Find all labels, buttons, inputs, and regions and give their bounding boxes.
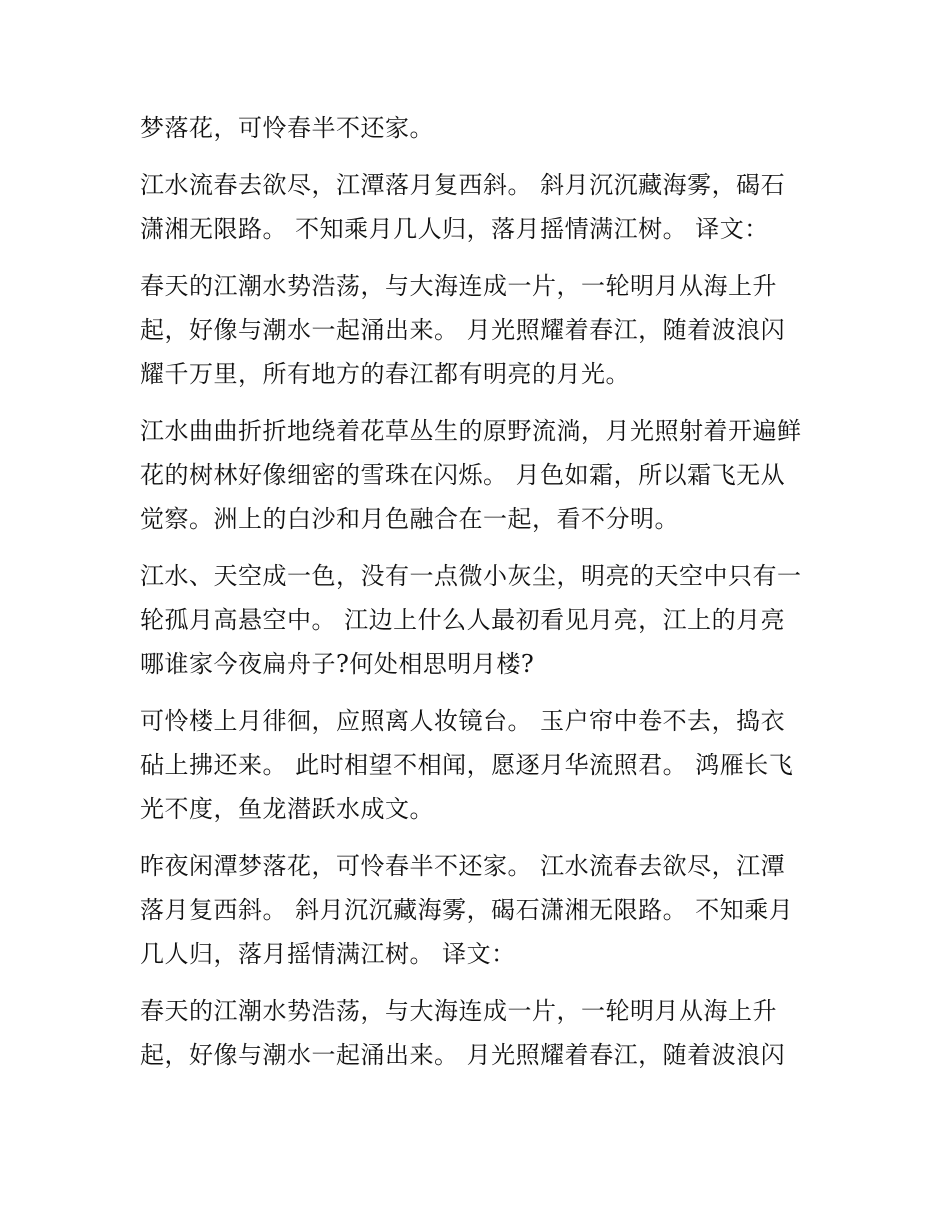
text-line: 梦落花，可怜春半不还家。 [140, 114, 434, 142]
text-line: 昨夜闲潭梦落花，可怜春半不还家。 江水流春去欲尽，江潭 [140, 852, 786, 880]
text-line: 落月复西斜。 斜月沉沉藏海雾，碣石潇湘无限路。 不知乘月 [140, 896, 794, 924]
text-line: 觉察。洲上的白沙和月色融合在一起，看不分明。 [140, 505, 679, 533]
text-line: 耀千万里，所有地方的春江都有明亮的月光。 [140, 360, 630, 388]
paragraph [140, 699, 830, 831]
paragraph [140, 409, 830, 541]
paragraph [140, 989, 830, 1077]
text-line: 光不度，鱼龙潜跃水成文。 [140, 795, 434, 823]
text-line: 潇湘无限路。 不知乘月几人归，落月摇情满江树。 译文： [140, 215, 769, 243]
text-line: 起，好像与潮水一起涌出来。 月光照耀着春江，随着波浪闪 [140, 1041, 786, 1069]
text-line: 砧上拂还来。 此时相望不相闻，愿逐月华流照君。 鸿雁长飞 [140, 751, 794, 779]
text-line: 花的树林好像细密的雪珠在闪烁。 月色如霜，所以霜飞无从 [140, 461, 786, 489]
document-body [140, 106, 830, 1077]
text-line: 起，好像与潮水一起涌出来。 月光照耀着春江，随着波浪闪 [140, 316, 786, 344]
text-line: 轮孤月高悬空中。 江边上什么人最初看见月亮，江上的月亮 [140, 606, 786, 634]
paragraph [140, 844, 830, 976]
text-line: 可怜楼上月徘徊，应照离人妆镜台。 玉户帘中卷不去，捣衣 [140, 707, 786, 735]
paragraph [140, 106, 830, 150]
paragraph [140, 554, 830, 686]
text-line: 春天的江潮水势浩荡，与大海连成一片，一轮明月从海上升 [140, 272, 777, 300]
text-line: 江水流春去欲尽，江潭落月复西斜。 斜月沉沉藏海雾，碣石 [140, 171, 786, 199]
text-line: 江水、天空成一色，没有一点微小灰尘，明亮的天空中只有一 [140, 562, 802, 590]
paragraph [140, 264, 830, 396]
text-line: 几人归，落月摇情满江树。 译文： [140, 940, 516, 968]
text-line: 江水曲曲折折地绕着花草丛生的原野流淌，月光照射着开遍鲜 [140, 417, 802, 445]
text-line: 哪谁家今夜扁舟子?何处相思明月楼? [140, 650, 535, 678]
text-line: 春天的江潮水势浩荡，与大海连成一片，一轮明月从海上升 [140, 997, 777, 1025]
paragraph [140, 163, 830, 251]
